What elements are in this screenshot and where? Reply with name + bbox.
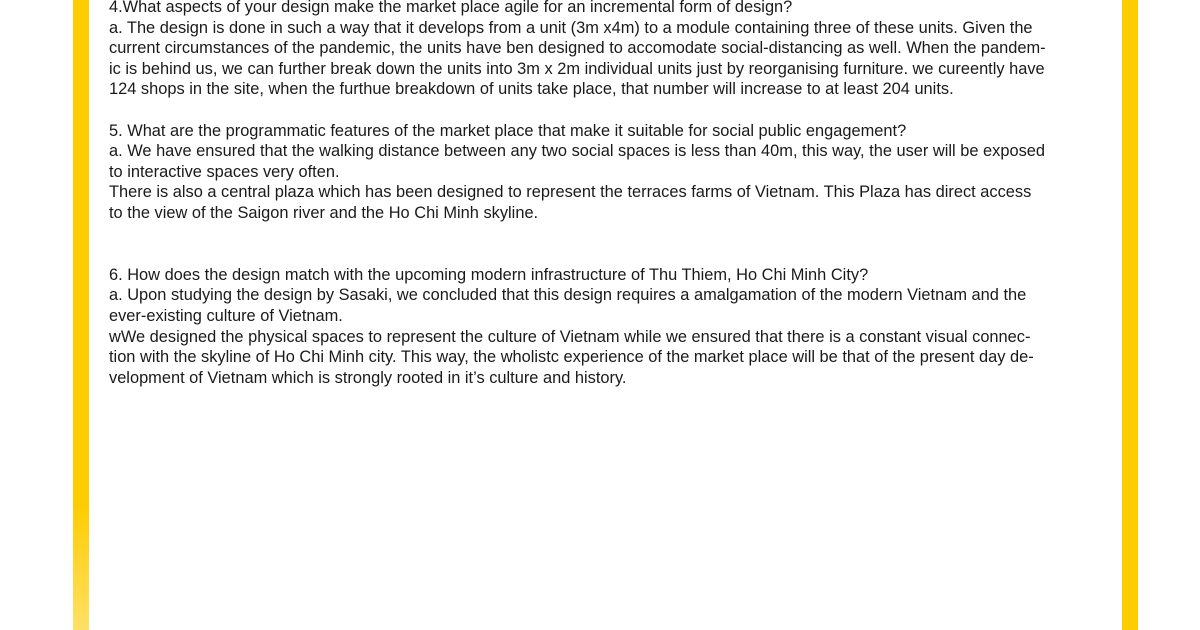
paragraph-spacer xyxy=(109,224,1094,265)
answer-4-line: current circumstances of the pandemic, the units have ben designed to accomodate social-distancing as well. When the pandem- xyxy=(109,39,1046,58)
answer-5-line: There is also a central plaza which has been designed to represent the terraces farms of Vietnam. This Plaza has direct access xyxy=(109,183,1032,202)
question-5-section xyxy=(109,121,1094,224)
question-4-heading: 4.What aspects of your design make the market place agile for an incremental form of design? xyxy=(109,0,793,16)
paragraph-spacer xyxy=(109,100,1094,121)
answer-5-line: a. We have ensured that the walking distance between any two social spaces is less than 40m, this way, the user will be exposed xyxy=(109,142,1045,161)
document-body xyxy=(109,0,1094,388)
left-accent-bar xyxy=(73,0,89,630)
answer-6-line: a. Upon studying the design by Sasaki, we concluded that this design requires a amalgamation of the modern Vietnam and the xyxy=(109,286,1027,305)
question-6-heading: 6. How does the design match with the upcoming modern infrastructure of Thu Thiem, Ho Chi Minh City? xyxy=(109,265,869,284)
question-5-heading: 5. What are the programmatic features of the market place that make it suitable for social public engagement? xyxy=(109,121,907,140)
answer-5-line: to the view of the Saigon river and the Ho Chi Minh skyline. xyxy=(109,203,539,222)
answer-4-line: a. The design is done in such a way that it develops from a unit (3m x4m) to a module containing three of these units. Given the xyxy=(109,18,1033,37)
answer-4-line: ic is behind us, we can further break down the units into 3m x 2m individual units just by reorganising furniture. we cureently have xyxy=(109,59,1045,78)
right-accent-bar xyxy=(1122,0,1138,630)
question-6-section xyxy=(109,265,1094,389)
answer-6-line: velopment of Vietnam which is strongly rooted in it’s culture and history. xyxy=(109,368,627,387)
answer-6-line: ever-existing culture of Vietnam. xyxy=(109,306,343,325)
question-4-section xyxy=(109,0,1094,100)
answer-6-line: wWe designed the physical spaces to represent the culture of Vietnam while we ensured that there is a constant visual connec- xyxy=(109,327,1031,346)
answer-4-line: 124 shops in the site, when the furthue breakdown of units take place, that number will increase to at least 204 units. xyxy=(109,80,954,99)
answer-5-line: to interactive spaces very often. xyxy=(109,162,340,181)
answer-6-line: tion with the skyline of Ho Chi Minh city. This way, the wholistc experience of the market place will be that of the present day de- xyxy=(109,348,1034,367)
